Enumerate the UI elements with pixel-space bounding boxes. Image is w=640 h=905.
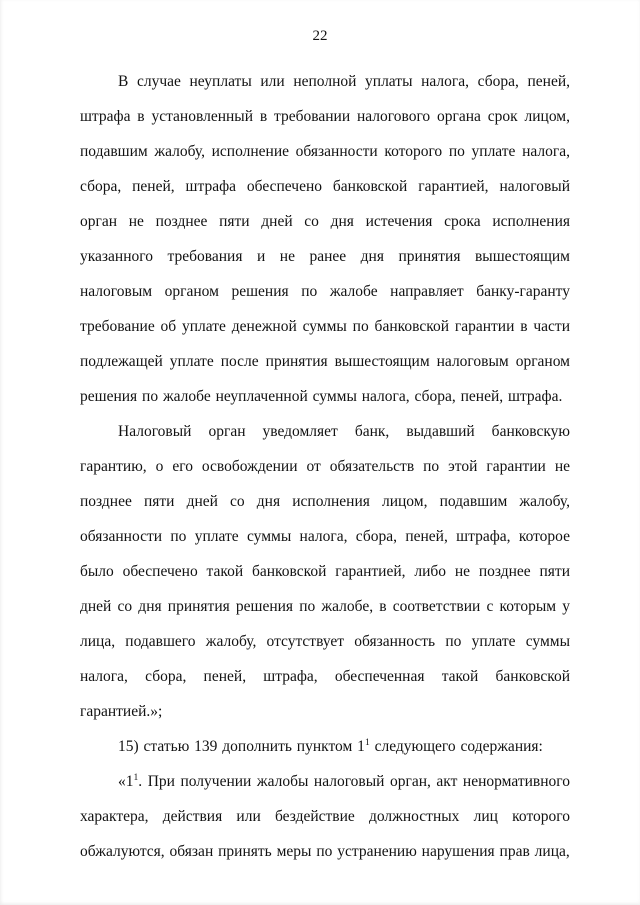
paragraph-text: В случае неуплаты или неполной уплаты налога, сбора, пеней, штрафа в установленный в требовании налогового органа срок лицом, подавшим жалобу, исполнение обязанности которого по уплате налога, сбора, пеней, штрафа обеспечено банковской гарантией, налоговый орган не позднее пяти дней со дня истечения срока исполнения указанного требования и не ранее дня принятия вышестоящим налоговым органом решения по жалобе направляет банку-гаранту требование об уплате денежной суммы по банковской гарантии в части подлежащей уплате после принятия вышестоящим налоговым органом решения по жалобе неуплаченной суммы налога, сбора, пеней, штрафа. xyxy=(80,73,570,405)
paragraph-text: . При получении жалобы налоговый орган, акт ненормативного характера, действия или бездействие должностных лиц которого обжалуются, обязан принять меры по устранению нарушения прав лица, xyxy=(80,773,570,860)
paragraph-text: Налоговый орган уведомляет банк, выдавший банковскую гарантию, о его освобождении от обязательств по этой гарантии не позднее пяти дней со дня исполнения лицом, подавшим жалобу, обязанности по уплате суммы налога, сбора, пеней, штрафа, которое было обеспечено такой банковской гарантией, либо не позднее пяти дней со дня принятия решения по жалобе, в соответствии с которым у лица, подавшего жалобу, отсутствует обязанность по уплате суммы налога, сбора, пеней, штрафа, обеспеченная такой банковской гарантией.»; xyxy=(80,423,570,720)
superscript-text: 1 xyxy=(364,736,370,748)
superscript-text: 1 xyxy=(133,771,139,783)
paragraph-text: «1 xyxy=(118,773,134,790)
paragraph xyxy=(80,414,570,729)
paragraph xyxy=(80,764,570,869)
paragraph xyxy=(80,64,570,414)
document-body xyxy=(0,64,640,869)
paragraph-text: следующего содержания: xyxy=(369,738,543,755)
paragraph-text: 15) статью 139 дополнить пунктом 1 xyxy=(118,738,365,755)
paragraph xyxy=(80,729,570,764)
page-number: 22 xyxy=(312,28,328,44)
